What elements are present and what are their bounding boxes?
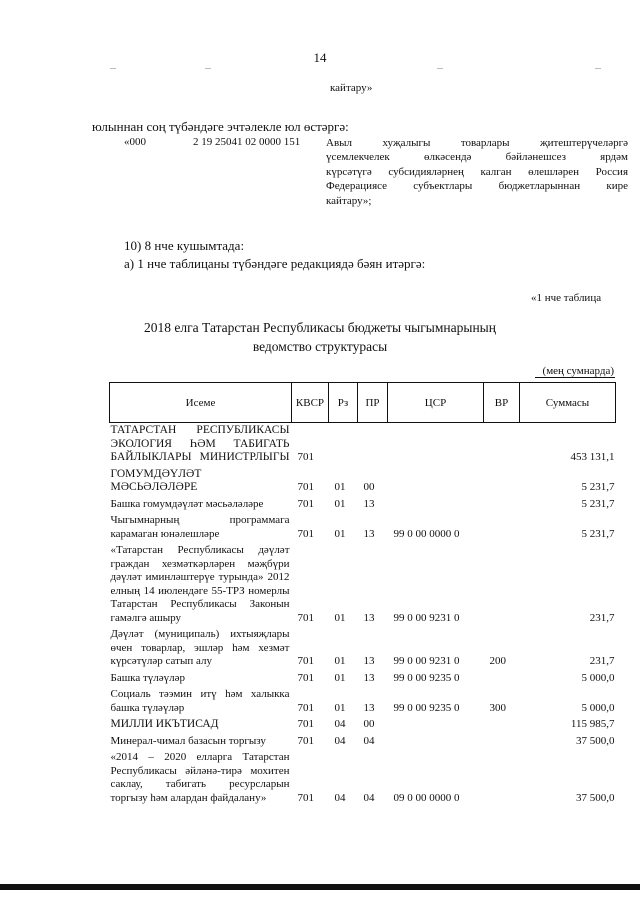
cell-vr — [484, 671, 520, 688]
cell-rz — [329, 423, 358, 467]
cell-pr: 13 — [363, 497, 375, 510]
cell-kvsr: 701 — [297, 671, 314, 684]
row-name-line: Чыгымнарның программага — [110, 514, 290, 526]
cell-csr — [388, 734, 484, 751]
col-csr-header: ЦСР — [388, 383, 484, 423]
cell-rz: 01 — [334, 481, 346, 493]
row-name-line: дәүләт иминләштерүе турында» 2012 — [110, 571, 290, 583]
cell-sum: 231,7 — [589, 611, 615, 624]
row-name-line: елның 14 июлендәге 55-ТРЗ номерлы — [110, 584, 290, 597]
row-name-line: Дәүләт (муниципаль) ихтыяҗлары — [110, 628, 290, 640]
cell-sum: 5 000,0 — [581, 701, 615, 714]
scan-mark — [110, 68, 116, 69]
cell-pr: 04 — [363, 791, 375, 804]
row-name-line: торгызу һәм алардан файдалану» — [110, 791, 267, 804]
cell-vr — [484, 467, 520, 497]
cell-sum: 5 000,0 — [581, 671, 615, 684]
table-row — [110, 671, 616, 688]
row-name-line: Социаль тәэмин итү һәм халыкка — [110, 688, 290, 700]
cell-pr: 13 — [363, 701, 375, 714]
row-name-line: ГОМУМДӘҮЛӘТ МӘСЬӘЛӘЛӘРЕ — [110, 467, 202, 493]
row-name-line: ТАТАРСТАН РЕСПУБЛИКАСЫ — [110, 424, 290, 436]
row-name — [110, 497, 292, 514]
col-sum-header: Суммасы — [520, 383, 616, 423]
row-name-line: БАЙЛЫКЛАРЫ МИНИСТРЛЫГЫ — [110, 451, 290, 463]
cell-csr — [388, 423, 484, 467]
cell-csr: 09 0 00 0000 0 — [393, 791, 460, 804]
col-rz-header: Рз — [329, 383, 358, 423]
cell-kvsr: 701 — [297, 655, 314, 667]
cell-vr — [484, 750, 520, 807]
row-name-line: башка түләүләр — [110, 701, 185, 714]
cell-sum: 37 500,0 — [576, 791, 615, 804]
amendment-desc-line: күрсәтүгә субсидияләрнең калган өлешләрен Россия — [326, 165, 628, 178]
row-name-line: Республикасы әйләнә-тирә мохитен — [110, 764, 290, 777]
cell-rz: 01 — [334, 701, 346, 714]
table-header-row — [110, 383, 616, 423]
table-row — [110, 467, 616, 497]
cell-pr — [358, 423, 388, 467]
cell-kvsr: 701 — [297, 451, 314, 463]
table-row — [110, 543, 616, 627]
units-label: (мең сумнарда) — [542, 365, 614, 377]
cell-csr — [388, 497, 484, 514]
scan-mark — [595, 68, 601, 69]
cell-rz: 04 — [334, 734, 346, 747]
top-continuation: кайтару» — [330, 82, 373, 94]
table-row — [110, 687, 616, 717]
units-rule — [535, 377, 615, 378]
row-name-line: Башка гомумдәүләт мәсьәләләре — [110, 497, 264, 510]
row-name-line: Минерал-чимал базасын торгызу — [110, 734, 266, 747]
row-name — [110, 717, 292, 734]
col-kvsr-header: КВСР — [292, 383, 329, 423]
cell-kvsr: 701 — [297, 701, 314, 714]
cell-pr: 13 — [363, 655, 375, 667]
cell-sum: 5 231,7 — [581, 481, 615, 493]
cell-rz: 04 — [334, 791, 346, 804]
cell-sum: 453 131,1 — [570, 451, 615, 463]
row-name — [110, 750, 292, 807]
cell-rz: 01 — [334, 611, 346, 624]
table-row — [110, 497, 616, 514]
cell-vr: 300 — [489, 701, 506, 714]
amendment-desc-line: кайтару»; — [326, 194, 372, 207]
row-name — [110, 687, 292, 717]
cell-sum: 5 231,7 — [581, 527, 615, 540]
cell-vr — [484, 423, 520, 467]
row-name-line: саклау, табигать ресурсларын — [110, 778, 290, 790]
row-name-line: күрсәтүләр сатып алу — [110, 655, 212, 667]
row-name-line: өчен товарлар, эшләр һәм хезмәт — [110, 641, 290, 654]
row-name — [110, 627, 292, 671]
cell-kvsr: 701 — [297, 734, 314, 747]
table-row — [110, 423, 616, 467]
cell-sum: 231,7 — [589, 655, 615, 667]
cell-rz: 01 — [334, 497, 346, 510]
table-row — [110, 750, 616, 807]
cell-csr: 99 0 00 9231 0 — [393, 655, 460, 667]
cell-vr — [484, 717, 520, 734]
cell-vr — [484, 543, 520, 627]
cell-vr — [484, 497, 520, 514]
row-name-line: «Татарстан Республикасы дәүләт — [110, 544, 290, 556]
table-title-line: 2018 елга Татарстан Республикасы бюджеты чыгымнарының — [144, 320, 496, 335]
point-10: 10) 8 нче кушымтада: — [124, 238, 245, 253]
cell-csr: 99 0 00 9235 0 — [393, 671, 460, 684]
cell-csr: 99 0 00 9231 0 — [393, 611, 460, 624]
budget-table-body — [110, 423, 616, 808]
cell-kvsr: 701 — [297, 481, 314, 493]
row-name — [110, 467, 292, 497]
row-name — [110, 671, 292, 688]
row-name — [110, 513, 292, 543]
row-name-line: Татарстан Республикасы Законын — [110, 598, 290, 610]
col-name-header: Исеме — [110, 383, 292, 423]
col-pr-header: ПР — [358, 383, 388, 423]
cell-sum: 115 985,7 — [570, 718, 615, 730]
amendment-desc-line: үсемлекчелек өлкәсендә бәйләнешсез ярдәм — [326, 151, 628, 164]
table-row — [110, 734, 616, 751]
budget-table — [109, 382, 616, 807]
cell-sum: 5 231,7 — [581, 497, 615, 510]
row-name-line: гамәлгә ашыру — [110, 611, 181, 624]
cell-pr: 00 — [363, 481, 375, 493]
cell-rz: 04 — [334, 718, 346, 730]
page-number: 14 — [313, 50, 327, 65]
row-name-line: Башка түләүләр — [110, 671, 186, 684]
cell-csr — [388, 717, 484, 734]
amendment-code: 2 19 25041 02 0000 151 — [193, 136, 301, 148]
amendment-description — [326, 136, 628, 208]
cell-pr: 13 — [363, 527, 375, 540]
amendment-quote-open: «000 — [124, 136, 146, 148]
table-row — [110, 627, 616, 671]
cell-pr: 13 — [363, 611, 375, 624]
cell-rz: 01 — [334, 671, 346, 684]
cell-kvsr: 701 — [297, 527, 314, 540]
cell-kvsr: 701 — [297, 718, 314, 730]
cell-kvsr: 701 — [297, 497, 314, 510]
amendment-desc-line: Федерациясе субъектлары бюджетларыннан кире — [326, 180, 628, 193]
row-name-line: граждан хезмәткәрләрен мәҗбүри — [110, 557, 290, 570]
table-row — [110, 513, 616, 543]
col-vr-header: ВР — [484, 383, 520, 423]
row-name-line: карамаган юнәлешләре — [110, 527, 220, 540]
cell-vr — [484, 513, 520, 543]
row-name — [110, 734, 292, 751]
cell-kvsr: 701 — [297, 611, 314, 624]
scan-mark — [205, 68, 211, 69]
cell-csr — [388, 467, 484, 497]
cell-vr — [484, 734, 520, 751]
cell-rz: 01 — [334, 655, 346, 667]
row-name-line: «2014 – 2020 елларга Татарстан — [110, 751, 290, 763]
row-name — [110, 543, 292, 627]
row-name-line: МИЛЛИ ИКЪТИСАД — [110, 718, 219, 730]
table-title-line: ведомство структурасы — [252, 339, 388, 354]
scan-mark — [437, 68, 443, 69]
scan-bottom-edge — [0, 884, 640, 890]
row-name-line: ЭКОЛОГИЯ ҺӘМ ТАБИГАТЬ — [110, 437, 290, 450]
cell-pr: 00 — [363, 718, 375, 730]
cell-csr: 99 0 00 0000 0 — [393, 527, 460, 540]
table-row — [110, 717, 616, 734]
amendment-desc-line: Авыл хуҗалыгы товарлары җитештерүчеләргә — [326, 137, 628, 149]
point-a: а) 1 нче таблицаны түбәндәге редакциядә бәян итәргә: — [124, 256, 426, 271]
intro-line: юлыннан соң түбәндәге эчтәлекле юл өстәргә: — [92, 119, 349, 134]
cell-kvsr: 701 — [297, 791, 314, 804]
row-name — [110, 423, 292, 467]
table-reference: «1 нче таблица — [531, 292, 602, 304]
cell-rz: 01 — [334, 527, 346, 540]
cell-sum: 37 500,0 — [576, 734, 615, 747]
table-title — [0, 318, 640, 356]
cell-pr: 04 — [363, 734, 375, 747]
cell-pr: 13 — [363, 671, 375, 684]
cell-vr: 200 — [489, 655, 506, 667]
cell-csr: 99 0 00 9235 0 — [393, 701, 460, 714]
